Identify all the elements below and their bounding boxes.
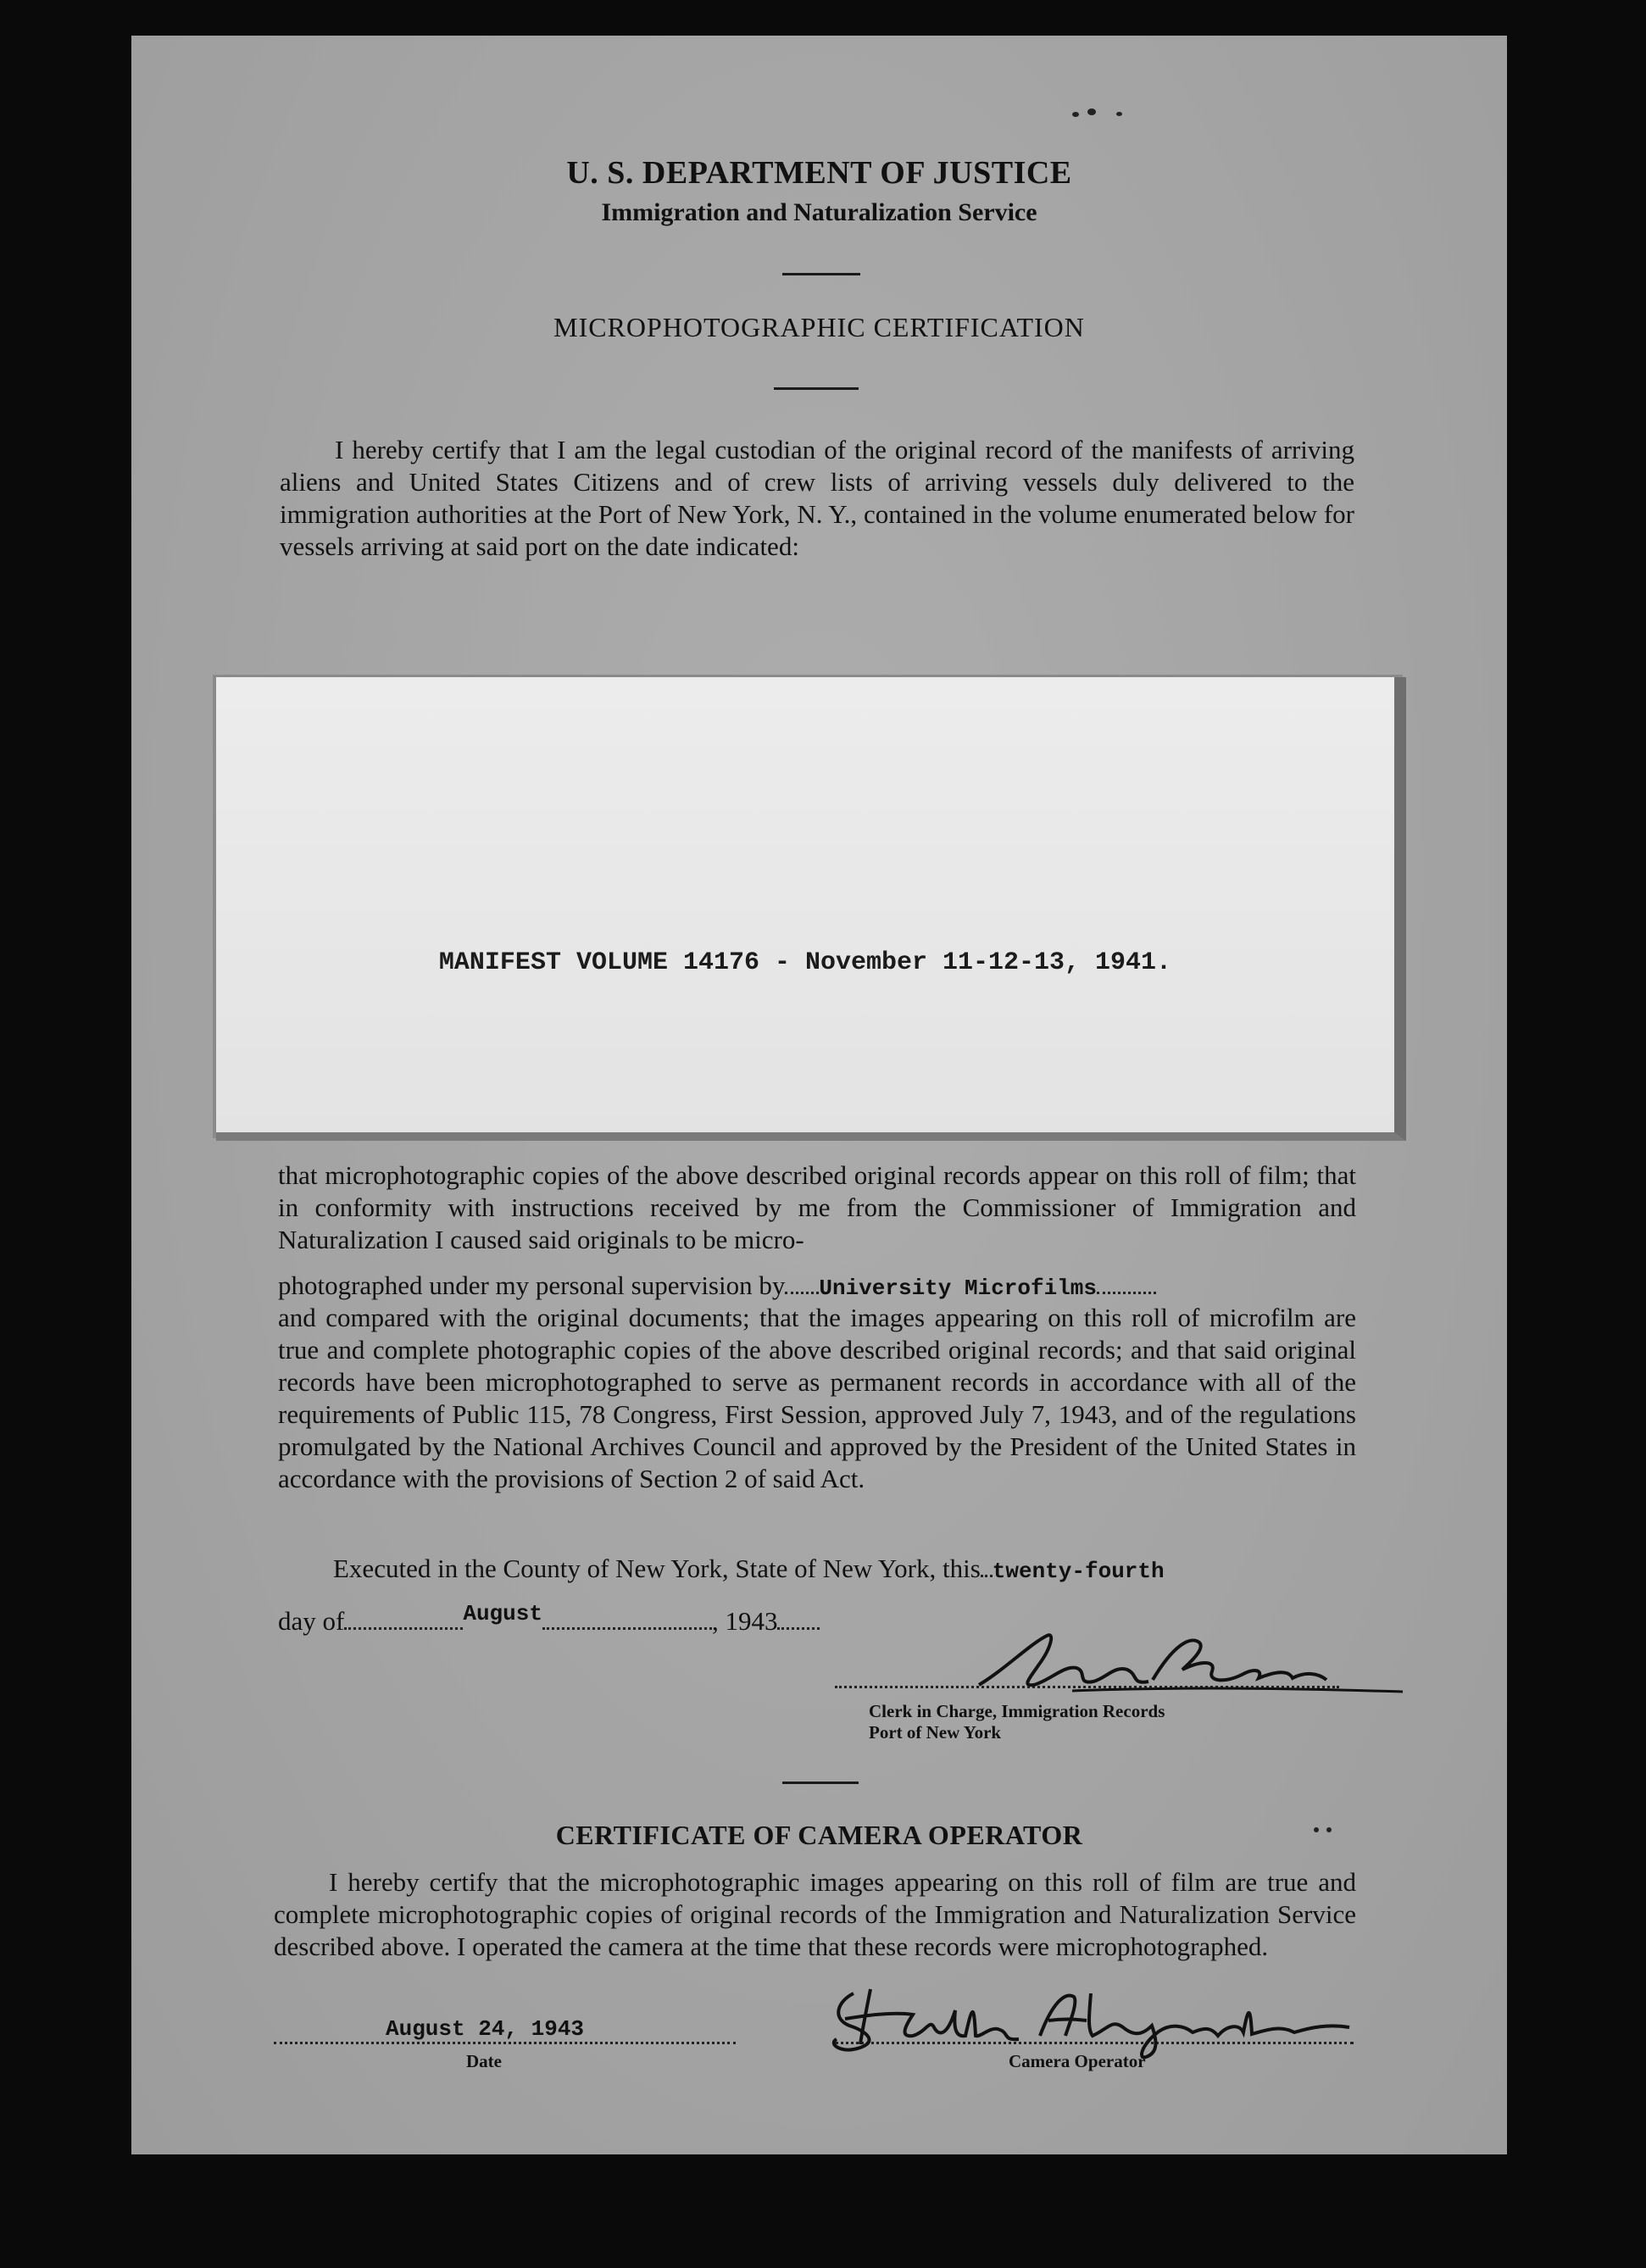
supervisor-line — [278, 1270, 1156, 1304]
execution-prefix: Executed in the County of New York, State of New York, this — [333, 1554, 981, 1583]
film-speck — [1087, 108, 1096, 115]
date-label: Date — [466, 2051, 502, 2071]
clerk-title-line1: Clerk in Charge, Immigration Records — [869, 1701, 1165, 1721]
execution-year: , 1943 — [711, 1606, 778, 1636]
operator-signature — [820, 1976, 1362, 2061]
intro-text: I hereby certify that I am the legal custodian of the original record of the manifests of arriving aliens and United States Citizens and of crew lists of arriving vessels duly delivered to the immigration authorities at the Port of New York, N. Y., contained in the volume enumerated below for vessels arriving at said port on the date indicated: — [280, 435, 1354, 561]
body-text-part1: that microphotographic copies of the above described original records appear on this roll of film; that in conformity with instructions received by me from the Commissioner of Immigration and Naturalization I caused said originals to be micro- — [278, 1160, 1356, 1254]
day-of-line — [278, 1601, 820, 1640]
clerk-title — [869, 1701, 1165, 1743]
camera-date-value: August 24, 1943 — [386, 2016, 585, 2042]
dotted-leader — [542, 1627, 712, 1630]
dotted-leader — [344, 1627, 463, 1630]
document-sheet — [131, 36, 1507, 2154]
execution-line — [333, 1553, 1165, 1587]
intro-paragraph — [280, 434, 1354, 563]
divider-rule — [774, 387, 859, 390]
dotted-leader — [777, 1627, 820, 1630]
dotted-leader — [785, 1292, 819, 1294]
camera-text: I hereby certify that the microphotographic images appearing on this roll of film are true and complete microphotographic copies of original records of the Immigration and Naturalization Service described above. I operated the camera at the time that these records were microphotographed. — [274, 1867, 1356, 1961]
certification-title: MICROPHOTOGRAPHIC CERTIFICATION — [553, 312, 1085, 342]
execution-day: twenty-fourth — [992, 1559, 1165, 1584]
dotted-leader — [981, 1575, 993, 1577]
supervisor-prefix: photographed under my personal supervision by — [278, 1270, 786, 1300]
manifest-volume-label: MANIFEST VOLUME 14176 - November 11-12-13, 1941. — [438, 948, 1172, 977]
execution-month: August — [463, 1601, 542, 1626]
clerk-signature — [970, 1619, 1411, 1704]
day-of-label: day of — [278, 1606, 345, 1636]
service-subheading: Immigration and Naturalization Service — [601, 198, 1037, 226]
body-paragraph-part3 — [278, 1302, 1356, 1495]
film-speck — [1326, 1827, 1332, 1832]
film-speck — [1072, 112, 1079, 117]
manifest-inset — [216, 677, 1406, 1141]
camera-paragraph — [274, 1866, 1356, 1963]
camera-certificate-title: CERTIFICATE OF CAMERA OPERATOR — [555, 1820, 1083, 1850]
date-field-line — [274, 2042, 736, 2044]
film-speck — [1314, 1827, 1319, 1832]
divider-rule — [782, 273, 860, 275]
film-speck — [1116, 112, 1122, 116]
body-paragraph-part1 — [278, 1159, 1356, 1256]
clerk-title-line2: Port of New York — [869, 1722, 1002, 1743]
operator-label: Camera Operator — [1009, 2051, 1146, 2071]
body-text-part3: and compared with the original documents; that the images appearing on this roll of microfilm are true and complete photographic copies of the above described original records; and that said original records have been microphotographed to serve as permanent records in accordance with all of the requirements of Public 115, 78 Congress, First Session, approved July 7, 1943, and of the regulations promulgated by the National Archives Council and approved by the President of the United States in accordance with the provisions of Section 2 of said Act. — [278, 1303, 1356, 1493]
dotted-leader — [1097, 1292, 1156, 1294]
supervisor-value: University Microfilms — [819, 1276, 1098, 1301]
department-heading: U. S. DEPARTMENT OF JUSTICE — [566, 155, 1072, 191]
divider-rule — [782, 1782, 859, 1784]
